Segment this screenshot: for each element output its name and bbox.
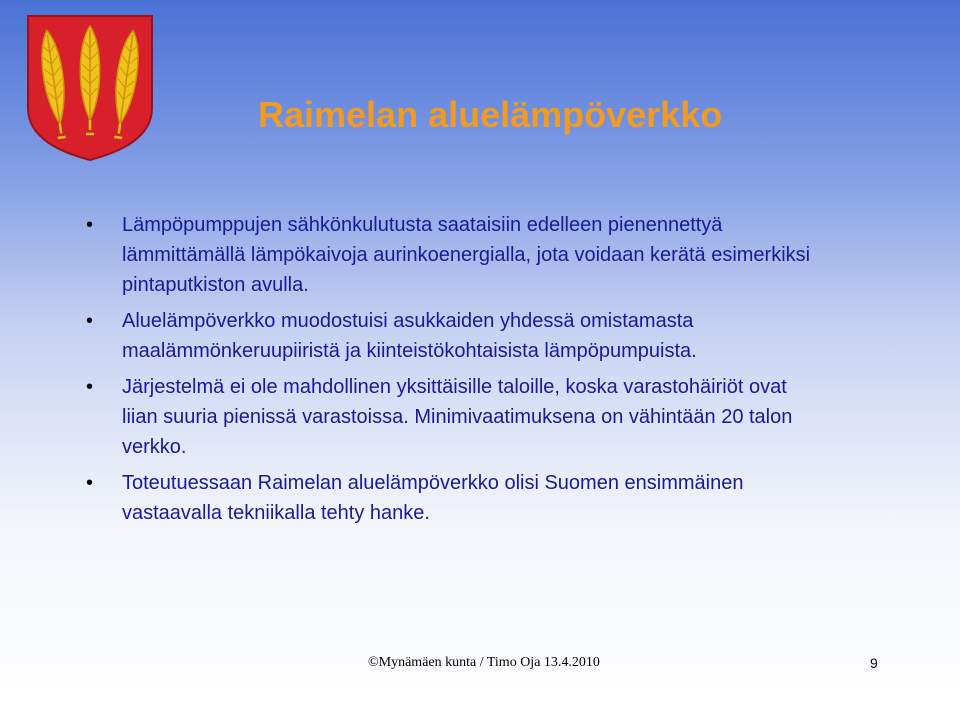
bullet-text: Aluelämpöverkko muodostuisi asukkaiden yhdessä omistamasta maalämmönkeruupiiristä ja kiinteistökohtaisista lämpöpumpuista. (122, 310, 697, 362)
bullet-icon: • (86, 214, 94, 236)
page-number: 9 (870, 655, 878, 671)
bullet-icon: • (86, 376, 94, 398)
coat-of-arms-logo (24, 12, 156, 162)
footer-copyright: ©Mynämäen kunta / Timo Oja 13.4.2010 (368, 655, 600, 670)
slide-title: Raimelan aluelämpöverkko (258, 94, 723, 135)
list-item (86, 210, 826, 300)
bullet-text: Järjestelmä ei ole mahdollinen yksittäisille taloille, koska varastohäiriöt ovat liian suuria pienissä varastoissa. Minimivaatimuksena on vähintään 20 talon verkko. (122, 376, 793, 458)
list-item (86, 306, 826, 366)
bullet-text: Toteutuessaan Raimelan aluelämpöverkko olisi Suomen ensimmäinen vastaavalla tekniikalla tehty hanke. (122, 472, 744, 524)
list-item (86, 372, 826, 462)
bullet-list (86, 210, 826, 534)
bullet-icon: • (86, 472, 94, 494)
list-item (86, 468, 826, 528)
bullet-text: Lämpöpumppujen sähkönkulutusta saataisiin edelleen pienennettyä lämmittämällä lämpökaivoja aurinkoenergialla, jota voidaan kerätä esimerkiksi pintaputkiston avulla. (122, 214, 811, 296)
bullet-icon: • (86, 310, 94, 332)
